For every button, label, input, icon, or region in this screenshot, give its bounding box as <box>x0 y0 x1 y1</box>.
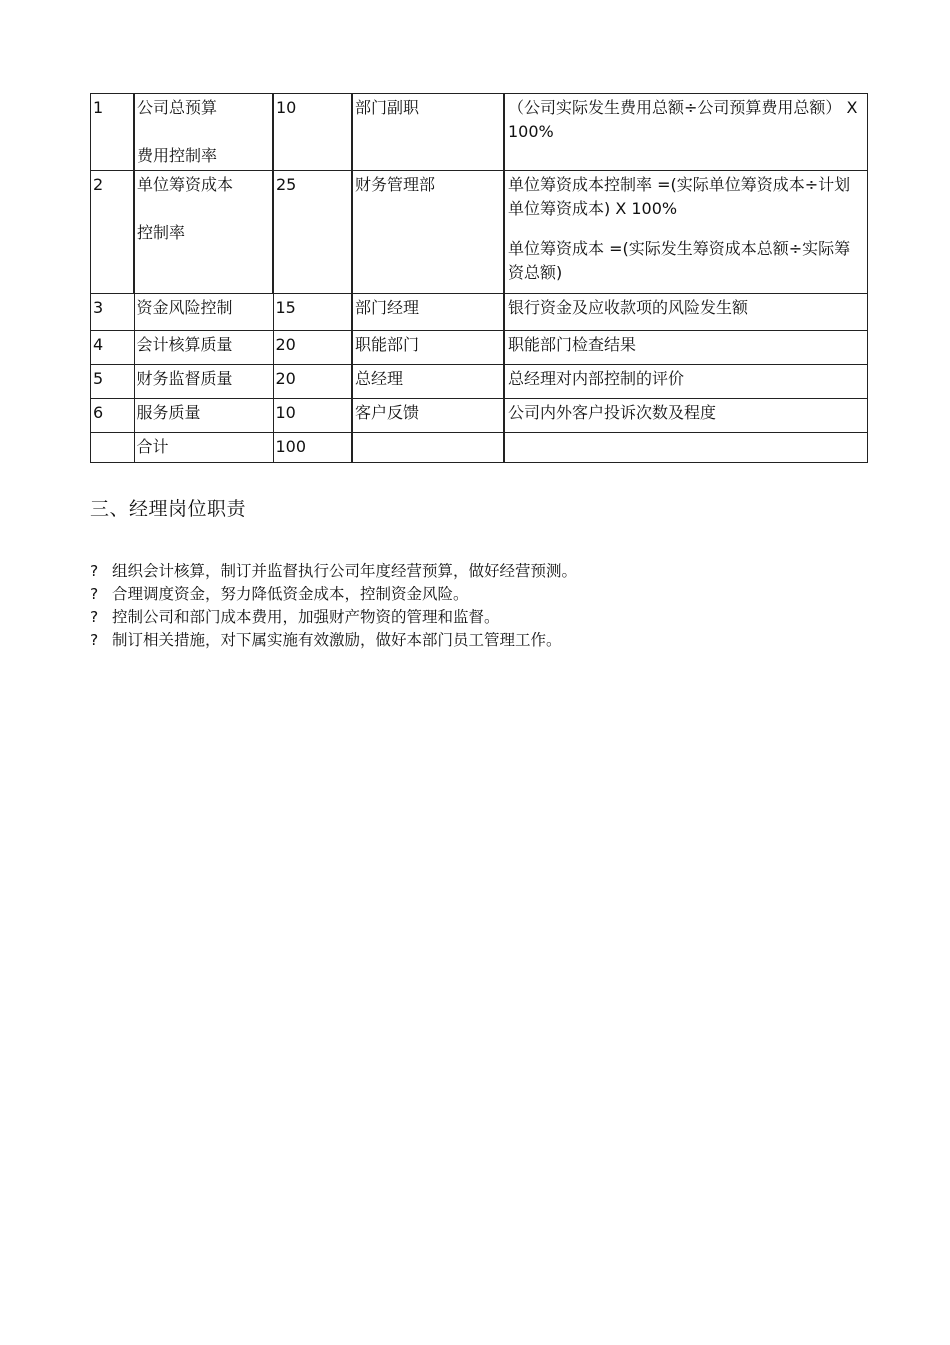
kpi-item-line1: 公司总预算 <box>137 98 218 117</box>
kpi-item: 财务监督质量 <box>134 365 273 399</box>
kpi-item <box>134 94 273 171</box>
total-label: 合计 <box>134 433 273 463</box>
kpi-item: 资金风险控制 <box>134 294 273 331</box>
kpi-formula: 职能部门检查结果 <box>504 331 868 365</box>
kpi-item: 会计核算质量 <box>134 331 273 365</box>
kpi-evaluator: 客户反馈 <box>352 399 504 433</box>
table-row <box>91 365 868 399</box>
table-row <box>91 294 868 331</box>
kpi-weight: 20 <box>273 331 352 365</box>
row-number: 2 <box>91 171 135 294</box>
kpi-formula: 公司内外客户投诉次数及程度 <box>504 399 868 433</box>
duty-text: 控制公司和部门成本费用，加强财产物资的管理和监督。 <box>112 608 500 626</box>
kpi-evaluator: 财务管理部 <box>352 171 504 294</box>
duty-text: 合理调度资金，努力降低资金成本，控制资金风险。 <box>112 585 469 603</box>
kpi-weight: 10 <box>273 94 352 171</box>
kpi-weight: 15 <box>273 294 352 331</box>
bullet-marker: ? <box>90 631 99 649</box>
kpi-table <box>90 93 868 463</box>
list-item <box>90 606 577 629</box>
kpi-formula-text: （公司实际发生费用总额÷公司预算费用总额） X 100% <box>508 98 858 141</box>
duty-text: 制订相关措施，对下属实施有效激励，做好本部门员工管理工作。 <box>112 631 562 649</box>
table-row <box>91 94 868 171</box>
kpi-formula <box>504 171 868 294</box>
kpi-weight: 10 <box>273 399 352 433</box>
kpi-evaluator: 部门副职 <box>352 94 504 171</box>
kpi-item-line2: 费用控制率 <box>137 146 218 165</box>
kpi-item <box>134 171 273 294</box>
table-row <box>91 171 868 294</box>
list-item <box>90 629 577 652</box>
section-heading: 三、经理岗位职责 <box>90 498 247 520</box>
kpi-evaluator: 职能部门 <box>352 331 504 365</box>
kpi-item-line2: 控制率 <box>137 223 186 242</box>
kpi-evaluator: 部门经理 <box>352 294 504 331</box>
kpi-formula <box>504 433 868 463</box>
kpi-item: 服务质量 <box>134 399 273 433</box>
list-item <box>90 560 577 583</box>
list-item <box>90 583 577 606</box>
formula-spacer <box>508 221 865 237</box>
kpi-formula-text-2: 单位筹资成本 =(实际发生筹资成本总额÷实际筹资总额) <box>508 239 851 282</box>
row-number <box>91 433 135 463</box>
row-number: 5 <box>91 365 135 399</box>
kpi-weight: 25 <box>273 171 352 294</box>
duty-text: 组织会计核算，制订并监督执行公司年度经营预算，做好经营预测。 <box>112 562 578 580</box>
table-row <box>91 399 868 433</box>
kpi-formula: 总经理对内部控制的评价 <box>504 365 868 399</box>
row-number: 4 <box>91 331 135 365</box>
kpi-formula: 银行资金及应收款项的风险发生额 <box>504 294 868 331</box>
kpi-formula <box>504 94 868 171</box>
row-number: 3 <box>91 294 135 331</box>
kpi-item-line1: 单位筹资成本 <box>137 175 234 194</box>
kpi-formula-text: 单位筹资成本控制率 =(实际单位筹资成本÷计划单位筹资成本) X 100% <box>508 175 851 218</box>
table-row <box>91 331 868 365</box>
kpi-evaluator <box>352 433 504 463</box>
duties-list <box>90 560 577 652</box>
bullet-marker: ? <box>90 562 99 580</box>
bullet-marker: ? <box>90 608 99 626</box>
bullet-marker: ? <box>90 585 99 603</box>
kpi-evaluator: 总经理 <box>352 365 504 399</box>
row-number: 1 <box>91 94 135 171</box>
kpi-weight: 20 <box>273 365 352 399</box>
total-weight: 100 <box>273 433 352 463</box>
table-row-total <box>91 433 868 463</box>
row-number: 6 <box>91 399 135 433</box>
